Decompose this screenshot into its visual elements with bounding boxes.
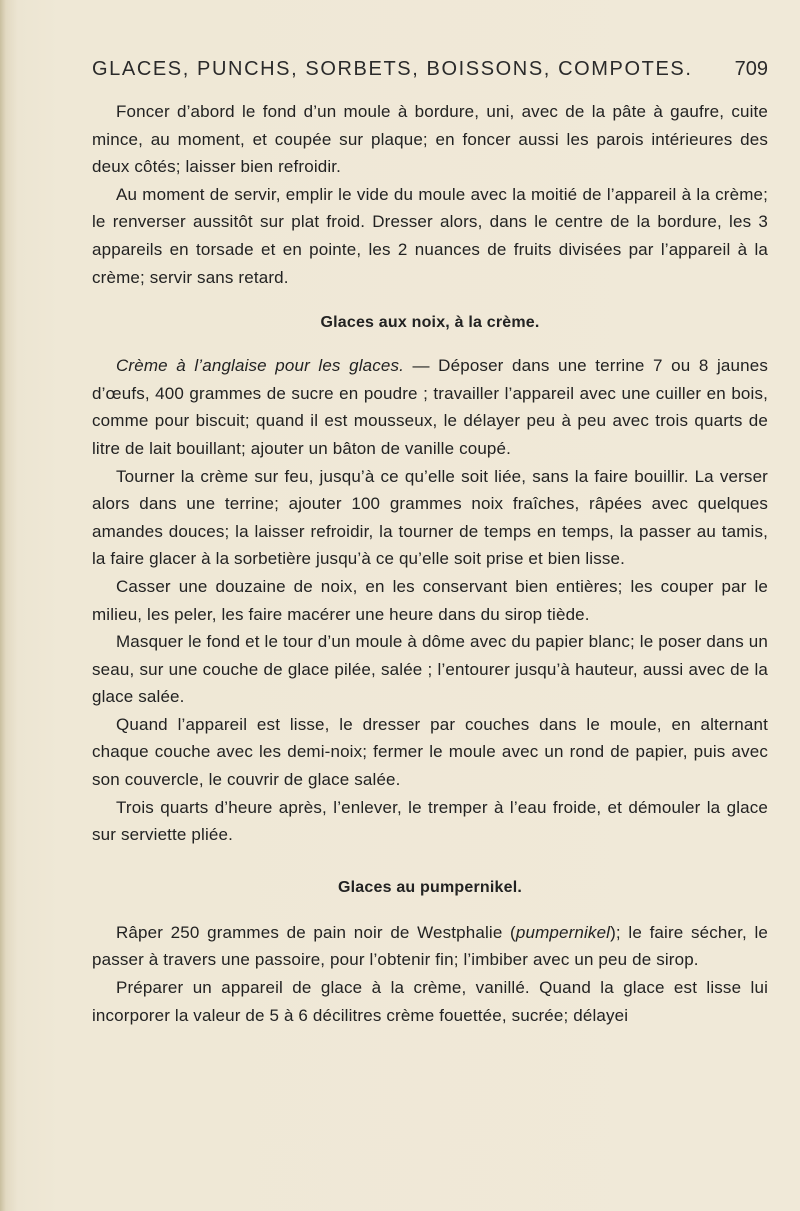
running-title: GLACES, PUNCHS, SORBETS, BOISSONS, COMPOTES. [92, 58, 693, 80]
paragraph [92, 352, 768, 462]
page-number: 709 [734, 58, 768, 80]
paragraph-text: ); le faire sécher, le passer à travers une passoire, pour l’obtenir fin; l’imbiber avec un peu de sirop. [92, 922, 768, 970]
paragraph-text: Râper 250 grammes de pain noir de Westphalie ( [116, 922, 516, 942]
paragraph: Casser une douzaine de noix, en les conservant bien entières; les couper par le milieu, les peler, les faire macérer une heure dans du sirop tiède. [92, 576, 768, 624]
running-header [92, 58, 768, 88]
paragraph: Masquer le fond et le tour d’un moule à dôme avec du papier blanc; le poser dans un seau, sur une couche de glace pilée, salée ; l’entourer jusqu’à hauteur, aussi avec de la glace salée. [92, 632, 768, 707]
paragraph-text: — Déposer dans une terrine 7 ou 8 jaunes d’œufs, 400 grammes de sucre en poudre ; travailler l’appareil avec une cuiller en bois, comme pour biscuit; quand il est mousseux, le délayer peu à peu avec trois quarts de litre de lait bouillant; ajouter un bâton de vanille coupé. [92, 356, 768, 458]
paragraph: Foncer d’abord le fond d’un moule à bordure, uni, avec de la pâte à gaufre, cuite mince, au moment, et coupée sur plaque; en foncer aussi les parois intérieures des deux côtés; laisser bien refroidir. [92, 102, 768, 177]
paragraph: Préparer un appareil de glace à la crème, vanillé. Quand la glace est lisse lui incorporer la valeur de 5 à 6 décilitres crème fouettée, sucrée; délayei [92, 978, 768, 1025]
paragraph: Quand l’appareil est lisse, le dresser par couches dans le moule, en alternant chaque couche avec les demi-noix; fermer le moule avec un rond de papier, puis avec son couvercle, le couvrir de glace salée. [92, 714, 768, 790]
italic-term: pumpernikel [515, 922, 611, 942]
italic-lead: Crème à l’anglaise pour les glaces. [116, 356, 405, 376]
page-content [92, 58, 768, 1029]
paragraph: Tourner la crème sur feu, jusqu’à ce qu’elle soit liée, sans la faire bouillir. La verser alors dans une terrine; ajouter 100 grammes noix fraîches, râpées avec quelques amandes douces; la laisser refroidir, la tourner de temps en temps, la passer au tamis, la faire glacer à la sorbetière jusqu’à ce qu’elle soit prise et bien lisse. [92, 466, 768, 569]
paragraph: Au moment de servir, emplir le vide du moule avec la moitié de l’appareil à la crème; le renverser aussitôt sur plat froid. Dresser alors, dans le centre de la bordure, les 3 appareils en torsade et en pointe, les 2 nuances de fruits divisées par l’appareil à la crème; servir sans retard. [92, 184, 768, 287]
paragraph [92, 919, 768, 974]
paragraph: Trois quarts d’heure après, l’enlever, le tremper à l’eau froide, et démouler la glace sur serviette pliée. [92, 797, 768, 845]
section-heading: Glaces au pumpernikel. [337, 878, 523, 896]
section-heading: Glaces aux noix, à la crème. [320, 314, 540, 332]
